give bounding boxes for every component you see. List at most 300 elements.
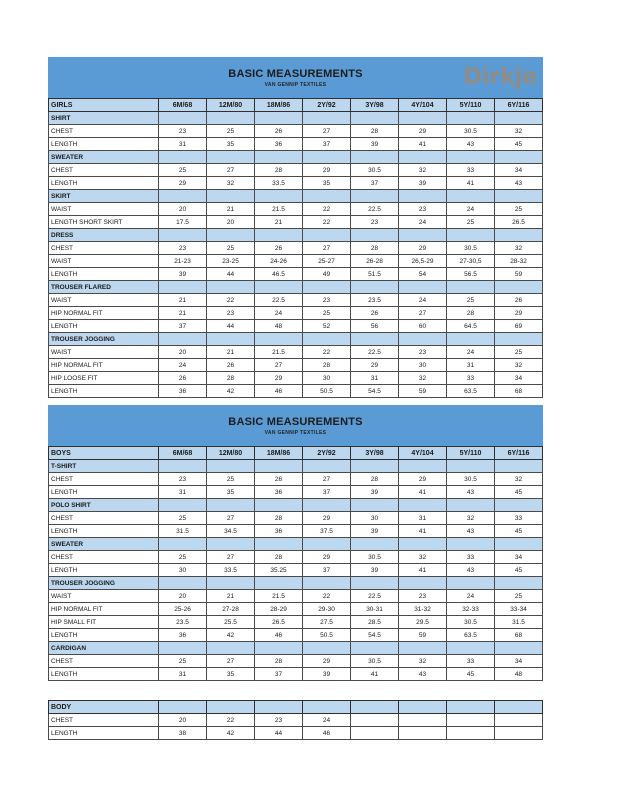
table-row — [49, 307, 543, 320]
value-cell — [255, 642, 303, 655]
row-label: LENGTH — [49, 564, 159, 577]
value-cell: 28 — [255, 512, 303, 525]
value-cell — [351, 190, 399, 203]
size-column-header: 18M/86 — [255, 447, 303, 460]
value-cell: 41 — [399, 564, 447, 577]
value-cell: 29 — [303, 512, 351, 525]
value-cell: 54 — [399, 268, 447, 281]
table-row — [49, 590, 543, 603]
value-cell: 30.5 — [447, 616, 495, 629]
value-cell — [351, 151, 399, 164]
value-cell: 23 — [159, 473, 207, 486]
table-row — [49, 372, 543, 385]
value-cell — [495, 333, 543, 346]
value-cell — [495, 577, 543, 590]
section-row — [49, 112, 543, 125]
value-cell: 22 — [303, 590, 351, 603]
value-cell — [255, 281, 303, 294]
value-cell: 31 — [159, 486, 207, 499]
value-cell: 21.5 — [255, 203, 303, 216]
value-cell: 27 — [207, 512, 255, 525]
value-cell: 32 — [207, 177, 255, 190]
value-cell — [303, 151, 351, 164]
value-cell: 28-32 — [495, 255, 543, 268]
value-cell: 23.5 — [159, 616, 207, 629]
value-cell: 30 — [303, 372, 351, 385]
value-cell: 25 — [447, 216, 495, 229]
table-row — [49, 177, 543, 190]
value-cell — [159, 642, 207, 655]
value-cell: 59 — [399, 629, 447, 642]
row-label: LENGTH — [49, 486, 159, 499]
value-cell: 43 — [495, 177, 543, 190]
table-row — [49, 268, 543, 281]
size-column-header: 6Y/116 — [495, 99, 543, 112]
value-cell: 26 — [159, 372, 207, 385]
value-cell: 45 — [495, 564, 543, 577]
value-cell: 23 — [351, 216, 399, 229]
value-cell: 32 — [399, 164, 447, 177]
table-row — [49, 473, 543, 486]
value-cell: 44 — [255, 727, 303, 740]
value-cell: 31-32 — [399, 603, 447, 616]
row-label: LENGTH — [49, 668, 159, 681]
value-cell: 21 — [207, 346, 255, 359]
value-cell: 48 — [495, 668, 543, 681]
value-cell: 68 — [495, 385, 543, 398]
value-cell — [207, 499, 255, 512]
value-cell — [495, 281, 543, 294]
value-cell — [207, 281, 255, 294]
row-label: LENGTH — [49, 629, 159, 642]
value-cell: 37.5 — [303, 525, 351, 538]
value-cell: 33 — [447, 551, 495, 564]
value-cell — [303, 229, 351, 242]
value-cell: 22 — [303, 203, 351, 216]
row-label: LENGTH SHORT SKIRT — [49, 216, 159, 229]
value-cell: 23 — [399, 203, 447, 216]
value-cell: 22 — [303, 216, 351, 229]
table-row — [49, 655, 543, 668]
value-cell — [207, 112, 255, 125]
size-column-header: 6M/68 — [159, 99, 207, 112]
value-cell — [399, 499, 447, 512]
value-cell: 41 — [399, 525, 447, 538]
value-cell: 37 — [303, 138, 351, 151]
section-row — [49, 229, 543, 242]
value-cell: 22.5 — [255, 294, 303, 307]
section-label: BODY — [49, 701, 159, 714]
value-cell: 42 — [207, 385, 255, 398]
value-cell: 28.5 — [351, 616, 399, 629]
row-label: CHEST — [49, 473, 159, 486]
value-cell: 35 — [207, 668, 255, 681]
value-cell — [495, 714, 543, 727]
value-cell: 34 — [495, 655, 543, 668]
table-row — [49, 164, 543, 177]
table-row — [49, 512, 543, 525]
value-cell: 26 — [351, 307, 399, 320]
value-cell: 24 — [399, 216, 447, 229]
value-cell: 41 — [399, 486, 447, 499]
value-cell — [159, 538, 207, 551]
value-cell: 21 — [207, 590, 255, 603]
value-cell: 30.5 — [447, 242, 495, 255]
value-cell: 24 — [303, 714, 351, 727]
value-cell: 56.5 — [447, 268, 495, 281]
value-cell: 24 — [447, 203, 495, 216]
value-cell — [399, 577, 447, 590]
value-cell: 36 — [255, 138, 303, 151]
row-label: HIP NORMAL FIT — [49, 307, 159, 320]
value-cell: 33-34 — [495, 603, 543, 616]
table-row — [49, 616, 543, 629]
value-cell: 24-26 — [255, 255, 303, 268]
value-cell: 24 — [447, 346, 495, 359]
dirkje-logo: Dirkje — [462, 63, 537, 90]
value-cell — [351, 112, 399, 125]
value-cell — [255, 499, 303, 512]
value-cell: 32 — [399, 372, 447, 385]
section-row — [49, 281, 543, 294]
value-cell — [255, 151, 303, 164]
value-cell: 25 — [447, 294, 495, 307]
value-cell: 32 — [495, 125, 543, 138]
value-cell — [159, 151, 207, 164]
girls-measurements-table — [48, 57, 543, 398]
row-label: CHEST — [49, 714, 159, 727]
table-row — [49, 294, 543, 307]
value-cell: 22 — [303, 346, 351, 359]
value-cell: 27 — [303, 242, 351, 255]
value-cell — [351, 727, 399, 740]
value-cell: 24 — [447, 590, 495, 603]
row-label: LENGTH — [49, 177, 159, 190]
value-cell — [159, 190, 207, 203]
value-cell: 29 — [351, 359, 399, 372]
doc-subtitle: VAN GENNIP TEXTILES — [264, 429, 327, 436]
value-cell: 28 — [255, 551, 303, 564]
value-cell: 22.5 — [351, 590, 399, 603]
value-cell — [351, 577, 399, 590]
value-cell: 48 — [255, 320, 303, 333]
table-header-row — [49, 701, 543, 714]
value-cell: 29 — [303, 164, 351, 177]
size-column-header — [399, 701, 447, 714]
value-cell: 31 — [159, 668, 207, 681]
value-cell: 59 — [495, 268, 543, 281]
size-column-header: 18M/86 — [255, 99, 303, 112]
value-cell: 26-28 — [351, 255, 399, 268]
value-cell — [399, 151, 447, 164]
value-cell: 43 — [447, 564, 495, 577]
value-cell: 59 — [399, 385, 447, 398]
value-cell: 26 — [495, 294, 543, 307]
size-column-header — [447, 701, 495, 714]
value-cell — [447, 112, 495, 125]
size-column-header: 6M/68 — [159, 447, 207, 460]
value-cell — [495, 460, 543, 473]
value-cell: 33.5 — [255, 177, 303, 190]
table-row — [49, 629, 543, 642]
value-cell: 39 — [303, 668, 351, 681]
value-cell: 30 — [351, 512, 399, 525]
value-cell: 33 — [447, 655, 495, 668]
size-column-header — [351, 701, 399, 714]
value-cell: 20 — [159, 714, 207, 727]
value-cell — [303, 333, 351, 346]
value-cell: 21-23 — [159, 255, 207, 268]
value-cell: 27 — [207, 655, 255, 668]
value-cell: 45 — [495, 525, 543, 538]
value-cell: 69 — [495, 320, 543, 333]
value-cell: 43 — [447, 525, 495, 538]
value-cell: 21.5 — [255, 346, 303, 359]
value-cell: 29 — [303, 655, 351, 668]
row-label: HIP NORMAL FIT — [49, 359, 159, 372]
value-cell: 24 — [159, 359, 207, 372]
value-cell — [303, 190, 351, 203]
value-cell: 33 — [447, 164, 495, 177]
table-row — [49, 551, 543, 564]
value-cell: 21 — [255, 216, 303, 229]
value-cell: 41 — [399, 138, 447, 151]
value-cell: 23-25 — [207, 255, 255, 268]
value-cell: 28 — [447, 307, 495, 320]
value-cell — [207, 642, 255, 655]
section-label: SWEATER — [49, 538, 159, 551]
value-cell: 50.5 — [303, 385, 351, 398]
value-cell — [351, 460, 399, 473]
size-column-header: 12M/80 — [207, 99, 255, 112]
value-cell: 25 — [159, 512, 207, 525]
value-cell: 45 — [447, 668, 495, 681]
value-cell: 29 — [399, 242, 447, 255]
value-cell — [351, 642, 399, 655]
size-column-header: 2Y/92 — [303, 99, 351, 112]
section-row — [49, 499, 543, 512]
value-cell: 33 — [447, 372, 495, 385]
row-label: HIP SMALL FIT — [49, 616, 159, 629]
value-cell: 26 — [255, 125, 303, 138]
value-cell: 32 — [495, 473, 543, 486]
doc-subtitle: VAN GENNIP TEXTILES — [264, 81, 327, 88]
size-column-header — [303, 701, 351, 714]
value-cell: 27-28 — [207, 603, 255, 616]
section-label: SWEATER — [49, 151, 159, 164]
value-cell — [255, 577, 303, 590]
value-cell — [399, 727, 447, 740]
value-cell — [447, 281, 495, 294]
boys-measurements-table — [48, 405, 543, 681]
value-cell: 28-29 — [255, 603, 303, 616]
row-label: HIP LOOSE FIT — [49, 372, 159, 385]
value-cell: 21.5 — [255, 590, 303, 603]
size-column-header: 6Y/116 — [495, 447, 543, 460]
value-cell: 31 — [351, 372, 399, 385]
value-cell — [207, 229, 255, 242]
value-cell: 28 — [207, 372, 255, 385]
value-cell — [207, 151, 255, 164]
value-cell: 30.5 — [447, 473, 495, 486]
value-cell — [207, 460, 255, 473]
value-cell — [495, 112, 543, 125]
body-grid — [48, 700, 543, 740]
section-label: TROUSER FLARED — [49, 281, 159, 294]
value-cell: 54.5 — [351, 385, 399, 398]
girls-header-band — [48, 57, 543, 98]
value-cell: 41 — [351, 668, 399, 681]
value-cell: 25 — [207, 473, 255, 486]
table-row — [49, 385, 543, 398]
value-cell: 32 — [399, 655, 447, 668]
table-row — [49, 714, 543, 727]
value-cell: 30 — [159, 564, 207, 577]
value-cell: 31 — [159, 138, 207, 151]
doc-title: BASIC MEASUREMENTS — [228, 67, 363, 80]
value-cell: 42 — [207, 629, 255, 642]
value-cell: 29 — [303, 551, 351, 564]
value-cell — [399, 714, 447, 727]
value-cell — [447, 190, 495, 203]
value-cell: 37 — [159, 320, 207, 333]
table-row — [49, 486, 543, 499]
value-cell: 28 — [351, 242, 399, 255]
value-cell: 25 — [495, 346, 543, 359]
value-cell — [207, 333, 255, 346]
value-cell: 39 — [351, 564, 399, 577]
value-cell — [495, 538, 543, 551]
value-cell: 36 — [159, 629, 207, 642]
size-column-header — [495, 701, 543, 714]
value-cell — [159, 333, 207, 346]
row-label: LENGTH — [49, 320, 159, 333]
value-cell: 29 — [399, 473, 447, 486]
value-cell — [159, 577, 207, 590]
value-cell: 51.5 — [351, 268, 399, 281]
value-cell: 38 — [159, 727, 207, 740]
value-cell — [303, 499, 351, 512]
value-cell — [447, 577, 495, 590]
value-cell: 30-31 — [351, 603, 399, 616]
value-cell: 25 — [159, 655, 207, 668]
value-cell: 32 — [495, 359, 543, 372]
value-cell — [207, 577, 255, 590]
value-cell: 20 — [207, 216, 255, 229]
value-cell: 29 — [159, 177, 207, 190]
section-label: DRESS — [49, 229, 159, 242]
size-column-header: 3Y/98 — [351, 99, 399, 112]
value-cell — [447, 229, 495, 242]
value-cell: 29 — [255, 372, 303, 385]
value-cell — [447, 460, 495, 473]
value-cell: 35.25 — [255, 564, 303, 577]
value-cell — [495, 642, 543, 655]
section-row — [49, 642, 543, 655]
value-cell — [495, 151, 543, 164]
value-cell: 46 — [303, 727, 351, 740]
table-row — [49, 242, 543, 255]
value-cell: 32 — [495, 242, 543, 255]
value-cell: 20 — [159, 590, 207, 603]
size-column-header — [255, 701, 303, 714]
value-cell: 23 — [399, 346, 447, 359]
value-cell: 39 — [351, 486, 399, 499]
section-row — [49, 460, 543, 473]
value-cell: 56 — [351, 320, 399, 333]
value-cell: 24 — [399, 294, 447, 307]
value-cell: 22 — [207, 294, 255, 307]
table-row — [49, 525, 543, 538]
value-cell — [495, 229, 543, 242]
size-column-header: 4Y/104 — [399, 99, 447, 112]
value-cell: 28 — [351, 473, 399, 486]
value-cell: 68 — [495, 629, 543, 642]
value-cell: 31 — [447, 359, 495, 372]
value-cell: 49 — [303, 268, 351, 281]
value-cell: 20 — [159, 203, 207, 216]
value-cell: 26 — [255, 473, 303, 486]
value-cell — [159, 229, 207, 242]
value-cell — [351, 281, 399, 294]
value-cell: 31.5 — [159, 525, 207, 538]
row-label: LENGTH — [49, 268, 159, 281]
value-cell — [159, 460, 207, 473]
value-cell: 25 — [207, 242, 255, 255]
value-cell: 25.5 — [207, 616, 255, 629]
value-cell — [447, 642, 495, 655]
value-cell: 25 — [495, 203, 543, 216]
table-header-row — [49, 447, 543, 460]
section-row — [49, 151, 543, 164]
section-row — [49, 538, 543, 551]
value-cell — [255, 229, 303, 242]
row-label: WAIST — [49, 203, 159, 216]
value-cell: 45 — [495, 138, 543, 151]
value-cell: 28 — [255, 164, 303, 177]
size-column-header: 12M/80 — [207, 447, 255, 460]
value-cell: 25 — [159, 164, 207, 177]
value-cell — [351, 714, 399, 727]
row-label: CHEST — [49, 125, 159, 138]
value-cell: 21 — [159, 307, 207, 320]
value-cell — [255, 460, 303, 473]
value-cell: 63.5 — [447, 385, 495, 398]
value-cell — [351, 333, 399, 346]
value-cell: 34 — [495, 372, 543, 385]
value-cell: 21 — [207, 203, 255, 216]
section-label: POLO SHIRT — [49, 499, 159, 512]
table-row — [49, 320, 543, 333]
value-cell: 54.5 — [351, 629, 399, 642]
value-cell — [399, 281, 447, 294]
value-cell: 27 — [399, 307, 447, 320]
value-cell: 30.5 — [447, 125, 495, 138]
size-column-header: 2Y/92 — [303, 447, 351, 460]
section-label: T-SHIRT — [49, 460, 159, 473]
value-cell: 34 — [495, 164, 543, 177]
value-cell — [495, 727, 543, 740]
value-cell: 45 — [495, 486, 543, 499]
value-cell: 25 — [495, 590, 543, 603]
value-cell — [399, 190, 447, 203]
value-cell: 27 — [303, 125, 351, 138]
value-cell: 23 — [159, 125, 207, 138]
value-cell: 22.5 — [351, 203, 399, 216]
value-cell: 46.5 — [255, 268, 303, 281]
table-row — [49, 564, 543, 577]
value-cell: 27 — [255, 359, 303, 372]
